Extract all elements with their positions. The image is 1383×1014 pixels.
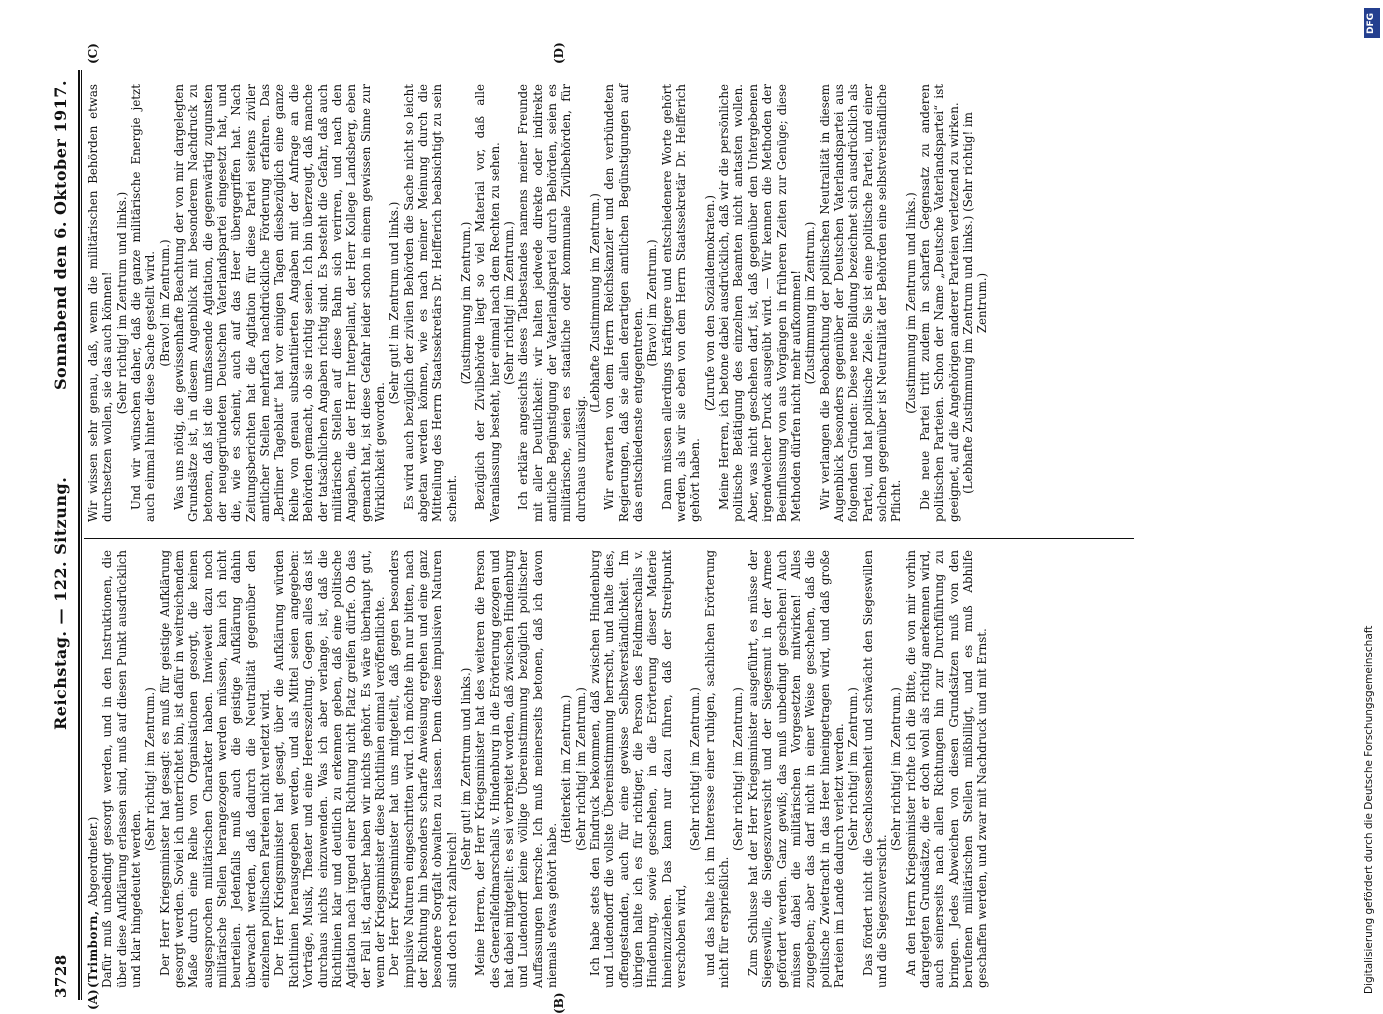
paragraph: Dann müssen allerdings kräftigere und entschiedenere Worte gehört werden, als wir sie eben von dem Herrn Staatssekretär Dr. Helfferich gehört haben. [660,84,703,522]
margin-marker-d: (D) [552,42,566,64]
interjection: (Sehr richtig! im Zentrum und links.) [115,84,129,522]
interjection: (Lebhafte Zustimmung im Zentrum und links.) (Sehr richtig! im Zentrum.) [961,84,990,522]
interjection: (Sehr richtig! im Zentrum.) [846,550,860,988]
paragraph: Bezüglich der Zivilbehörde liegt so viel Material vor, daß alle Veranlassung besteht, hier einmal nach dem Rechten zu sehen. [473,84,502,522]
interjection: (Zustimmung im Zentrum.) [459,84,473,522]
paragraph: und das halte ich im Interesse einer ruhigen, sachlichen Erörterung nicht für ersprießlich. [703,550,732,988]
header-rule [78,70,80,1000]
interjection: (Sehr richtig! im Zentrum.) [889,550,903,988]
paragraph: Wir wissen sehr genau, daß, wenn die militärischen Behörden etwas durchsetzen wollen, sie das auch können! [86,84,115,522]
paragraph: Wir erwarten von dem Herrn Reichskanzler und den verbündeten Regierungen, daß sie allen derartigen amtlichen Begünstigungen auf das entschiedenste entgegentreten. [602,84,645,522]
paragraph: Das fördert nicht die Geschlossenheit und schwächt den Siegeswillen und die Siegeszuversicht. [861,550,890,988]
margin-marker-b: (B) [552,993,566,1014]
interjection: (Zustimmung im Zentrum.) [803,84,817,522]
interjection: (Zustimmung im Zentrum und links.) [904,84,918,522]
interjection: (Sehr richtig! im Zentrum.) [502,84,516,522]
paragraph: Wir verlangen die Beobachtung der politischen Neutralität in diesem Augenblick besonders gegenüber der Deutschen Vaterlandspartei aus folgenden Gründen: Diese neue Bildung bezeichnet sich ausdrücklich als Partei, und hat politische Ziele. Sie ist eine politische Partei, und einer solchen gegenüber ist Neutralität der Behörden eine selbstverständliche Pflicht. [818,84,904,522]
dfg-logo: DFG [1364,8,1380,38]
header-rule-thin [81,70,82,1000]
paragraph: Es wird auch bezüglich der zivilen Behörden die Sache nicht so leicht abgetan werden können, wie es nach meiner Meinung durch die Mitteilung des Herrn Staatssekretärs Dr. Helfferich beabsichtigt zu sein scheint. [402,84,459,522]
paragraph: Der Herr Kriegsminister hat uns mitgeteilt, daß gegen besonders impulsive Naturen eingeschritten wird. Ich möchte ihn nur bitten, nach der Richtung hin besonders scharfe Anweisung ergehen und eine ganz besondere Sorgfalt obwalten zu lassen. Denn diese impulsiven Naturen sind doch recht zahlreich! [387,550,459,988]
running-title: Reichstag. — 122. Sitzung. [51,477,70,730]
interjection: (Sehr richtig! im Zentrum.) [688,550,702,988]
paragraph: Meine Herren, ich betone dabei ausdrücklich, daß wir die persönliche politische Betätigung des einzelnen Beamten nicht antasten wollen. Aber, was nicht geschehen darf, ist, daß gegenüber den Untergebenen irgendwelcher Druck ausgeübt wird. — Wir kennen die Methoden der Beeinflussung von aus Vorgängen in früheren Zeiten zur Genüge; diese Methoden dürfen nicht mehr aufkommen! [717,84,803,522]
paragraph: Ich erkläre angesichts dieses Tatbestandes namens meiner Freunde mit aller Deutlichkeit: wir halten jedwede direkte oder indirekte amtliche Begünstigung der Vaterlandspartei durch Behörden, seien es militärische, seien es staatliche oder kommunale Zivilbehörden, für durchaus unzulässig. [516,84,588,522]
paragraph: Zum Schlusse hat der Herr Kriegsminister ausgeführt, es müsse der Siegeswille, die Siegeszuversicht und der Siegesmut in der Armee gefördert werden. Ganz gewiß; das muß unbedingt geschehen! Auch müssen dabei die militärischen Vorgesetzten mitwirken! Alles zugegeben; aber das darf nicht in einer Weise geschehen, daß die politische Zwietracht in das Heer hineingetragen wird, und daß große Parteien im Lande dadurch verletzt werden. [746,550,846,988]
right-column [86,84,990,522]
digitization-credit: Digitalisierung gefördert durch die Deutsche Forschungsgemeinschaft [1363,626,1375,994]
left-column [86,550,990,988]
interjection: (Sehr richtig! im Zentrum.) [143,550,157,988]
interjection: (Sehr gut! im Zentrum und links.) [459,550,473,988]
interjection: (Bravo! im Zentrum.) [158,84,172,522]
interjection: (Sehr gut! im Zentrum und links.) [387,84,401,522]
margin-marker-c: (C) [86,43,100,64]
paragraph: Ich habe stets den Eindruck bekommen, daß zwischen Hindenburg und Ludendorff die vollste Übereinstimmung herrscht, und halte dies, offengestanden, auch für eine gewisse Selbstverständlichkeit. Im übrigen halte ich es für richtiger, die Person des Feldmarschalls v. Hindenburg, sowie geschehen, in die Erörterung dieser Materie hineinzuziehen. Das kann nur dazu führen, daß der Streitpunkt verschoben wird, [588,550,688,988]
column-divider [84,538,1134,539]
paragraph: Und wir wünschen daher, daß die ganze militärische Energie jetzt auch einmal hinter diese Sache gestellt wird. [129,84,158,522]
interjection: (Zurufe von den Sozialdemokraten.) [703,84,717,522]
interjection: (Bravo! im Zentrum.) [645,84,659,522]
page-header [50,70,76,1000]
page-number: 3728 [52,954,70,998]
paragraph: Der Herr Kriegsminister hat gesagt: es muß für geistige Aufklärung gesorgt werden. Soviel ich unterrichtet bin, ist dafür in weitreichendem Maße durch eine Reihe von Organisationen gesorgt, die keinen ausgesprochen militärischen Charakter haben. Inwieweit dazu noch militärische Stellen herangezogen werden müssen, kann ich nicht beurteilen. Jedenfalls muß auch die geistige Aufklärung dahin überwacht werden, daß dadurch die Neutralität gegenüber den einzelnen politischen Parteien nicht verletzt wird. [158,550,273,988]
interjection: (Heiterkeit im Zentrum.) [559,550,573,988]
rotated-newspaper-page [50,70,1320,1000]
margin-marker-a: (A) [86,989,100,1010]
paragraph: Dafür muß unbedingt gesorgt werden, und in den Instruktionen, die über diese Aufklärung erlassen sind, muß auf diesen Punkt ausdrücklich und klar hingedeutet werden. [100,550,143,988]
paragraph: Die neue Partei tritt zudem in scharfen Gegensatz zu anderen politischen Parteien. Schon der Name „Deutsche Vaterlandspartei“ ist geeignet, auf die Angehörigen anderer Parteien verletzend zu wirken. [918,84,961,522]
session-date: Sonnabend den 6. Oktober 1917. [51,80,70,390]
interjection: (Sehr richtig! im Zentrum.) [731,550,745,988]
paragraph: Meine Herren, der Herr Kriegsminister hat des weiteren die Person des Generalfeldmarschalls v. Hindenburg in die Erörterung gezogen und hat dabei mitgeteilt: es sei verbreitet worden, daß zwischen Hindenburg und Ludendorff keine völlige Übereinstimmung bezüglich politischer Auffassungen herrsche. Ich muß meinerseits betonen, daß ich davon niemals etwas gehört habe. [473,550,559,988]
paragraph: Was uns nötig, die gewissenhafte Beachtung der von mir dargelegten Grundsätze ist, in diesem Augenblick mit besonderem Nachdruck zu betonen, daß ist die umfassende Agitation, die gegenwärtig zugunsten der neugegründeten Deutschen Vaterlandspartei eingesetzt hat, und die, wie es scheint, auch auf das Heer übergegriffen hat. Nach Zeitungsberichten hat die Agitation für diese Partei seitens ziviler amtlicher Stellen mehrfach nachdrückliche Förderung erfahren. Das „Berliner Tageblatt“ hat vor einigen Tagen diesbezüglich eine ganze Reihe von genau substantiierten Angaben mit der Anfrage an die Behörden gemacht, ob sie richtig seien. Ich bin überzeugt, daß manche der tatsächlichen Angaben richtig sind. Es besteht die Gefahr, daß auch militärische Stellen auf diese Bahn sich verirren, und nach den Angaben, die der Herr Interpellant, der Herr Kollege Landsberg, eben gemacht hat, ist diese Gefahr leider schon in einem gewissen Sinne zur Wirklichkeit geworden. [172,84,387,522]
speaker-line: (Trimborn, Abgeordneter.) [86,550,100,988]
paragraph: Der Herr Kriegsminister hat gesagt, über die Aufklärung würden Richtlinien herausgegeben werden, und als Mittel seien angegeben: Vorträge, Musik, Theater und eine Heereszeitung. Gegen alles das ist durchaus nichts einzuwenden. Was ich aber verlange, ist, daß die Richtlinien klar und deutlich zu erkennen geben, daß eine politische Agitation nach irgend einer Richtung nicht Platz greifen dürfe. Ob das der Fall ist, darüber haben wir nichts gehört. Es wäre überhaupt gut, wenn der Kriegsminister diese Richtlinien einmal veröffentlichte. [272,550,387,988]
paragraph: An den Herrn Kriegsminister richte ich die Bitte, die von mir vorhin dargelegten Grundsätze, die er doch wohl als richtig anerkennen wird, auch seinerseits nach allen Richtungen hin zur Durchführung zu bringen. Jedes Abweichen von diesen Grundsätzen muß von den berufenen militärischen Stellen mißbilligt, und es muß Abhilfe geschaffen werden, und zwar mit Nachdruck und mit Ernst. [904,550,990,988]
interjection: (Sehr richtig! im Zentrum.) [574,550,588,988]
interjection: (Lebhafte Zustimmung im Zentrum.) [588,84,602,522]
